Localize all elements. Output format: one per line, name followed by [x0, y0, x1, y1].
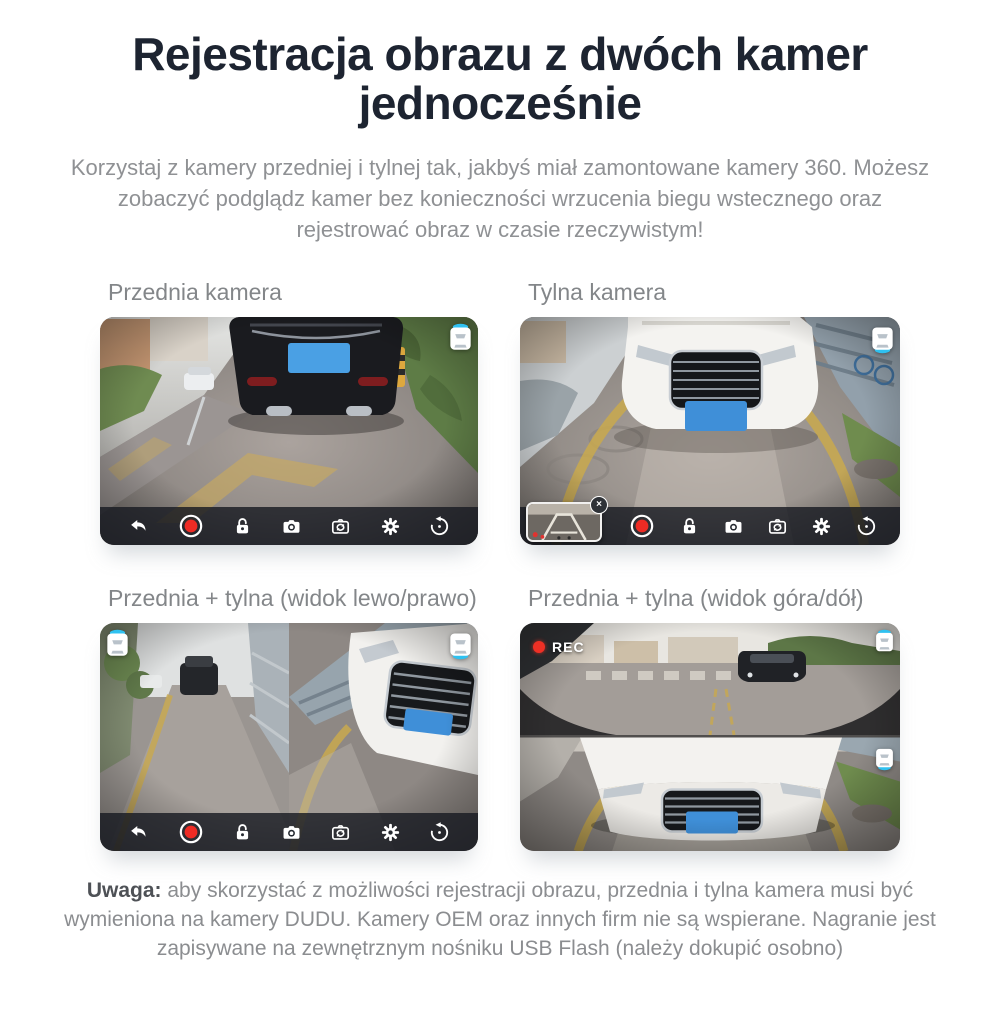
split-lr-screenshot — [100, 623, 478, 851]
panel-front-camera — [100, 279, 478, 545]
panel-rear-camera — [520, 279, 900, 545]
split-tb-screenshot — [520, 623, 900, 851]
switch-camera-icon[interactable] — [767, 516, 788, 537]
rec-dot-icon — [533, 641, 545, 653]
settings-gear-icon[interactable] — [380, 516, 401, 537]
rec-indicator — [533, 639, 585, 655]
back-icon[interactable] — [128, 822, 149, 843]
switch-camera-icon[interactable] — [330, 822, 351, 843]
panel-split-tb-label: Przednia + tylna (widok góra/dół) — [528, 585, 864, 612]
footnote — [35, 877, 965, 964]
pip-close-icon[interactable]: × — [590, 496, 608, 514]
camera-position-icon — [106, 629, 129, 660]
camera-toolbar — [100, 813, 478, 851]
front-camera-screenshot — [100, 317, 478, 545]
back-icon[interactable] — [128, 516, 149, 537]
panel-split-top-bottom — [520, 585, 900, 851]
intro-text: Korzystaj z kamery przedniej i tylnej tak, jakbyś miał zamontowane kamery 360. Możesz zobaczyć podglądz kamer bez konieczności wrzucenia biegu wstecznego oraz rejestrować obraz w czasie rzeczywistym! — [70, 154, 930, 242]
replay-icon[interactable] — [856, 516, 877, 537]
panel-rear-label: Tylna kamera — [528, 279, 667, 306]
replay-icon[interactable] — [429, 516, 450, 537]
camera-toolbar — [100, 507, 478, 545]
panel-split-lr-label: Przednia + tylna (widok lewo/prawo) — [108, 585, 477, 612]
camera-position-icon — [875, 629, 894, 655]
pip-thumbnail[interactable] — [526, 499, 602, 542]
camera-position-icon — [449, 323, 472, 354]
camera-position-icon — [449, 629, 472, 660]
footnote-text: aby skorzystać z możliwości rejestracji obrazu, przednia i tylna kamera musi być wymieniona na kamery DUDU. Kamery OEM oraz innych firm nie są wspierane. Nagranie jest zapisywane na zewnętrznym nośniku USB Flash (należy dokupić osobno) — [64, 879, 936, 961]
camera-position-icon — [871, 323, 894, 354]
page — [0, 30, 1000, 1030]
pip-preview-photo — [528, 504, 600, 540]
settings-gear-icon[interactable] — [380, 822, 401, 843]
panel-split-left-right — [100, 585, 478, 851]
unlock-icon[interactable] — [232, 822, 253, 843]
rec-label: REC — [552, 639, 585, 656]
switch-camera-icon[interactable] — [330, 516, 351, 537]
settings-gear-icon[interactable] — [811, 516, 832, 537]
page-title: Rejestracja obrazu z dwóch kamer jednocześnie — [132, 28, 868, 129]
split-tb-photo — [520, 623, 900, 851]
rear-camera-screenshot — [520, 317, 900, 545]
unlock-icon[interactable] — [679, 516, 700, 537]
record-icon[interactable] — [629, 513, 655, 539]
unlock-icon[interactable] — [232, 516, 253, 537]
replay-icon[interactable] — [429, 822, 450, 843]
record-icon[interactable] — [178, 819, 204, 845]
footnote-label: Uwaga: — [86, 879, 162, 903]
camera-capture-icon[interactable] — [281, 516, 302, 537]
record-icon[interactable] — [178, 513, 204, 539]
camera-capture-icon[interactable] — [723, 516, 744, 537]
panel-front-label: Przednia kamera — [108, 279, 282, 306]
camera-capture-icon[interactable] — [281, 822, 302, 843]
camera-position-icon — [875, 745, 894, 771]
camera-panels-grid — [100, 279, 900, 851]
